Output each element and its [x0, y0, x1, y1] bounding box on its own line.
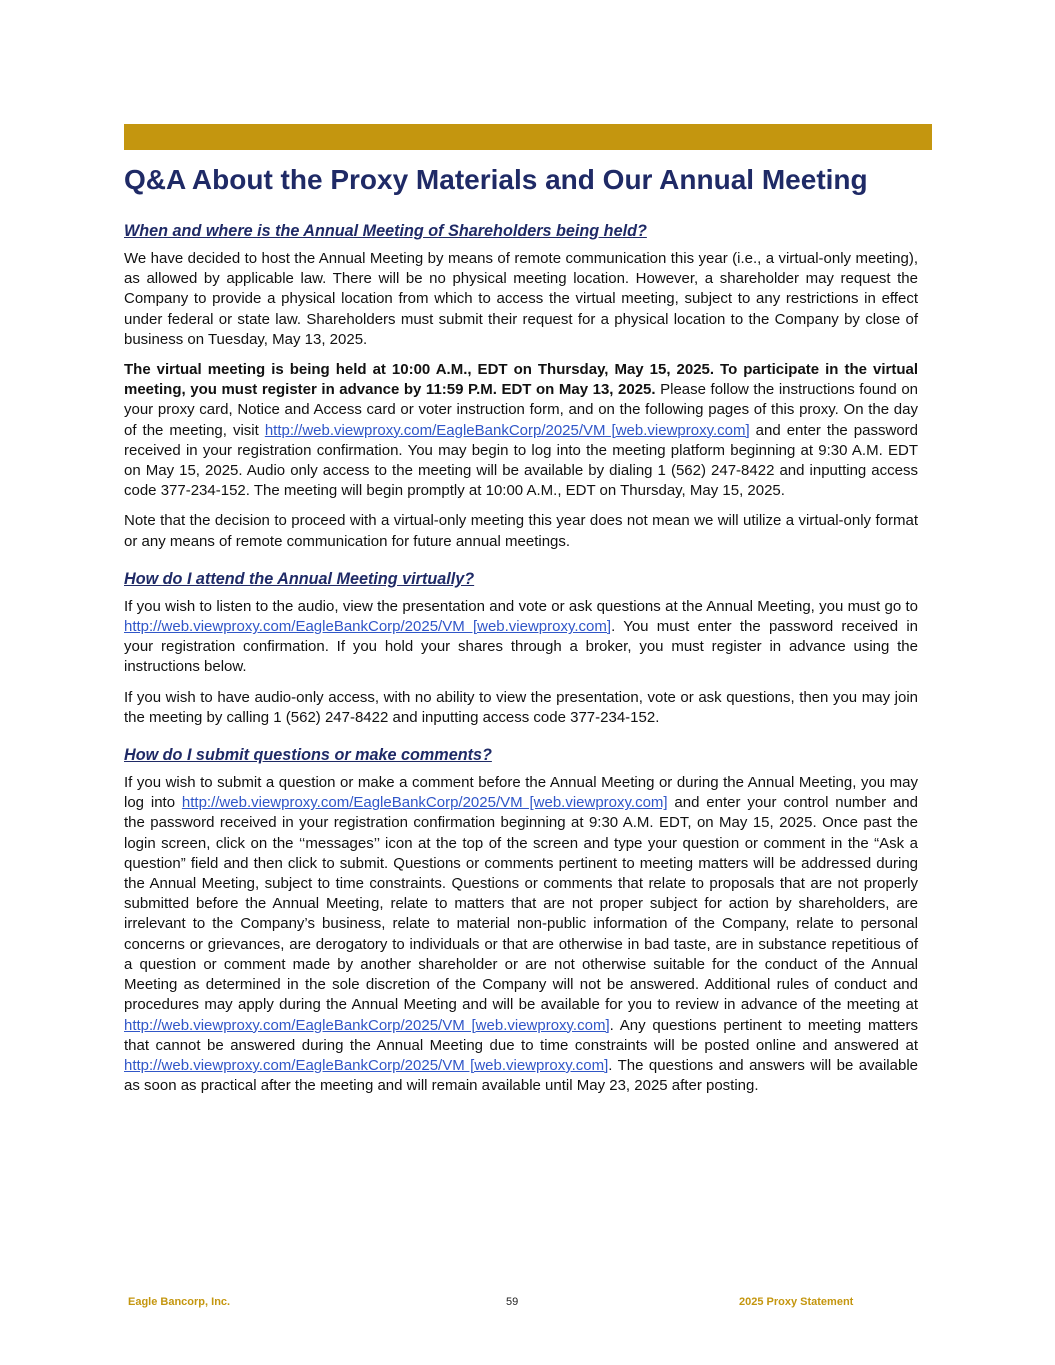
page-content [124, 158, 918, 1096]
paragraph: We have decided to host the Annual Meeting by means of remote communication this year (i.e., a virtual-only meeting), as allowed by applicable law. There will be no physical meeting location. However, a shareholder may request the Company to provide a physical location from which to access the virtual meeting, subject to any restrictions in effect under federal or state law. Shareholders must submit their request for a physical location to the Company by close of business on Tuesday, May 13, 2025. [124, 250, 918, 348]
viewproxy-link[interactable]: http://web.viewproxy.com/EagleBankCorp/2025/VM [web.viewproxy.com] [264, 421, 750, 439]
paragraph: If you wish to submit a question or make a comment before the Annual Meeting or during the Annual Meeting, you may log into http://web.viewproxy.com/EagleBankCorp/2025/VM [web.viewproxy.com] and enter your control number and the password received in your registration confirmation beginning at 9:30 A.M. EDT, on May 15, 2025. Once past the login screen, click on the ‘‘messages’’ icon at the top of the screen and type your question or comment in the “Ask a question” field and then click to submit. Questions or comments pertinent to meeting matters will be addressed during the Annual Meeting, subject to time constraints. Questions or comments that relate to proposals that are not properly submitted before the Annual Meeting, relate to matters that are not proper subject for action by shareholders, are irrelevant to the Company’s business, relate to material non-public information of the Company, relate to personal concerns or grievances, are derogatory to individuals or that are otherwise in bad taste, are in substance repetitious of a question or comment made by another shareholder or are not otherwise suitable for the conduct of the Annual Meeting as determined in the sole discretion of the Company will not be answered. Additional rules of conduct and procedures may apply during the Annual Meeting and will be available for you to review in advance of the meeting at http://web.viewproxy.com/EagleBankCorp/2025/VM [web.viewproxy.com]. Any questions pertinent to meeting matters that cannot be answered during the Annual Meeting due to time constraints will be posted online and answered at http://web.viewproxy.com/EagleBankCorp/2025/VM [web.viewproxy.com]. The questions and answers will be available as soon as practical after the meeting and will remain available until May 23, 2025 after posting. [124, 774, 918, 1095]
section-heading-attend: How do I attend the Annual Meeting virtually? [124, 569, 475, 588]
bold-text: The virtual meeting is being held at 10:00 A.M., EDT on Thursday, May 15, 2025. To participate in the virtual meeting, you must register in advance by 11:59 P.M. EDT on May 13, 2025. [124, 361, 918, 399]
section-heading-when-where: When and where is the Annual Meeting of Shareholders being held? [124, 222, 647, 240]
paragraph: If you wish to have audio-only access, with no ability to view the presentation, vote or ask questions, then you may join the meeting by calling 1 (562) 247-8422 and inputting access code 377-234-152. [124, 688, 918, 726]
viewproxy-link[interactable]: http://web.viewproxy.com/EagleBankCorp/2025/VM [web.viewproxy.com] [124, 618, 612, 636]
header-accent-bar [124, 124, 932, 150]
section-heading-questions: How do I submit questions or make comments? [124, 746, 492, 765]
paragraph: If you wish to listen to the audio, view the presentation and vote or ask questions at the Annual Meeting, you must go to http://web.viewproxy.com/EagleBankCorp/2025/VM [web.viewproxy.com]. You must enter the password received in your registration confirmation. If you hold your shares through a broker, you must register in advance using the instructions below. [124, 597, 918, 676]
viewproxy-link[interactable]: http://web.viewproxy.com/EagleBankCorp/2025/VM [web.viewproxy.com] [124, 1056, 609, 1074]
viewproxy-link[interactable]: http://web.viewproxy.com/EagleBankCorp/2025/VM [web.viewproxy.com] [181, 794, 668, 812]
footer-company: Eagle Bancorp, Inc. [128, 1296, 231, 1308]
page-title: Q&A About the Proxy Materials and Our Annual Meeting [124, 164, 868, 195]
paragraph: The virtual meeting is being held at 10:00 A.M., EDT on Thursday, May 15, 2025. To participate in the virtual meeting, you must register in advance by 11:59 P.M. EDT on May 13, 2025. Please follow the instructions found on your proxy card, Notice and Access card or voter instruction form, and on the following pages of this proxy. On the day of the meeting, visit http://web.viewproxy.com/EagleBankCorp/2025/VM [web.viewproxy.com] and enter the password received in your registration confirmation. You may begin to log into the meeting platform beginning at 9:30 A.M. EDT on May 15, 2025. Audio only access to the meeting will be available by dialing 1 (562) 247-8422 and inputting access code 377-234-152. The meeting will begin promptly at 10:00 A.M., EDT on Thursday, May 15, 2025. [124, 361, 919, 500]
viewproxy-link[interactable]: http://web.viewproxy.com/EagleBankCorp/2025/VM [web.viewproxy.com] [124, 1016, 610, 1034]
page-number: 59 [506, 1296, 519, 1308]
page-footer [0, 1296, 1055, 1312]
footer-document-title: 2025 Proxy Statement [739, 1296, 854, 1308]
paragraph: Note that the decision to proceed with a virtual-only meeting this year does not mean we will utilize a virtual-only format or any means of remote communication for future annual meetings. [124, 512, 918, 550]
